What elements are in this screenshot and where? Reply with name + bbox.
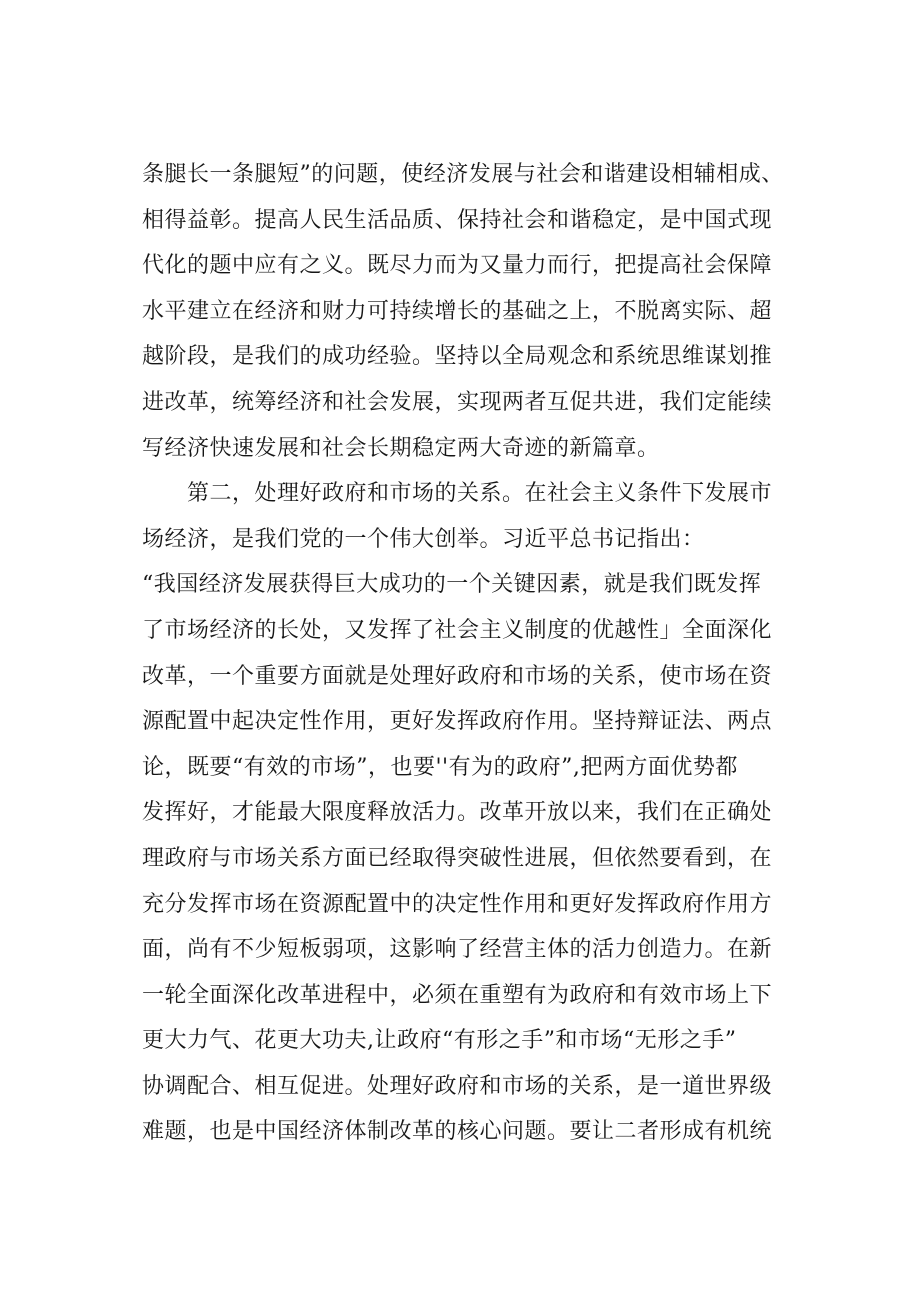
body-text — [142, 152, 802, 1155]
text-line-6: 进改革，统筹经济和社会发展，实现两者互促共进，我们定能续 — [142, 389, 773, 415]
text-line-15: 发挥好，才能最大限度释放活力。改革开放以来，我们在正确处 — [142, 800, 773, 826]
text-line-11: 了市场经济的长处，又发挥了社会主义制度的优越性」全面深化 — [142, 617, 773, 643]
text-line-19: 一轮全面深化改革进程中，必须在重塑有为政府和有效市场上下 — [142, 982, 773, 1008]
text-line-22: 难题，也是中国经济体制改革的核心问题。要让二者形成有机统 — [142, 1119, 773, 1145]
text-line-17: 充分发挥市场在资源配置中的决定性作用和更好发挥政府作用方 — [142, 891, 773, 917]
text-line-13: 源配置中起决定性作用，更好发挥政府作用。坚持辩证法、两点 — [142, 709, 773, 735]
text-line-1: 条腿长一条腿短”的问题，使经济发展与社会和谐建设相辅相成、 — [142, 162, 784, 187]
text-line-12: 改革，一个重要方面就是处理好政府和市场的关系，使市场在资 — [142, 663, 773, 689]
text-line-7: 写经济快速发展和社会长期稳定两大奇迹的新篇章。 — [142, 435, 660, 461]
text-line-5: 越阶段，是我们的成功经验。坚持以全局观念和系统思维谋划推 — [142, 344, 773, 370]
text-line-8: 第二，处理好政府和市场的关系。在社会主义条件下发展市 — [142, 481, 773, 507]
text-line-16: 理政府与市场关系方面已经取得突破性进展，但依然要看到，在 — [142, 845, 773, 871]
text-line-2: 相得益彰。提高人民生活品质、保持社会和谐稳定，是中国式现 — [142, 207, 773, 233]
text-line-9: 场经济，是我们党的一个伟大创举。习近平总书记指出： — [142, 526, 705, 552]
text-line-10: “我国经济发展获得巨大成功的一个关键因素，就是我们既发挥 — [142, 572, 762, 598]
text-line-14: 论，既要“有效的市场”，也要''有为的政府”,把两方面优势都 — [142, 754, 738, 780]
text-line-18: 面，尚有不少短板弱项，这影响了经营主体的活力创造力。在新 — [142, 937, 773, 963]
text-line-21: 协调配合、相互促进。处理好政府和市场的关系，是一道世界级 — [142, 1073, 773, 1099]
text-line-20: 更大力气、花更大功夫,让政府“有形之手”和市场“无形之手” — [142, 1028, 737, 1054]
text-line-4: 水平建立在经济和财力可持续增长的基础之上，不脱离实际、超 — [142, 298, 773, 324]
text-line-3: 代化的题中应有之义。既尽力而为又量力而行，把提高社会保障 — [142, 253, 773, 279]
